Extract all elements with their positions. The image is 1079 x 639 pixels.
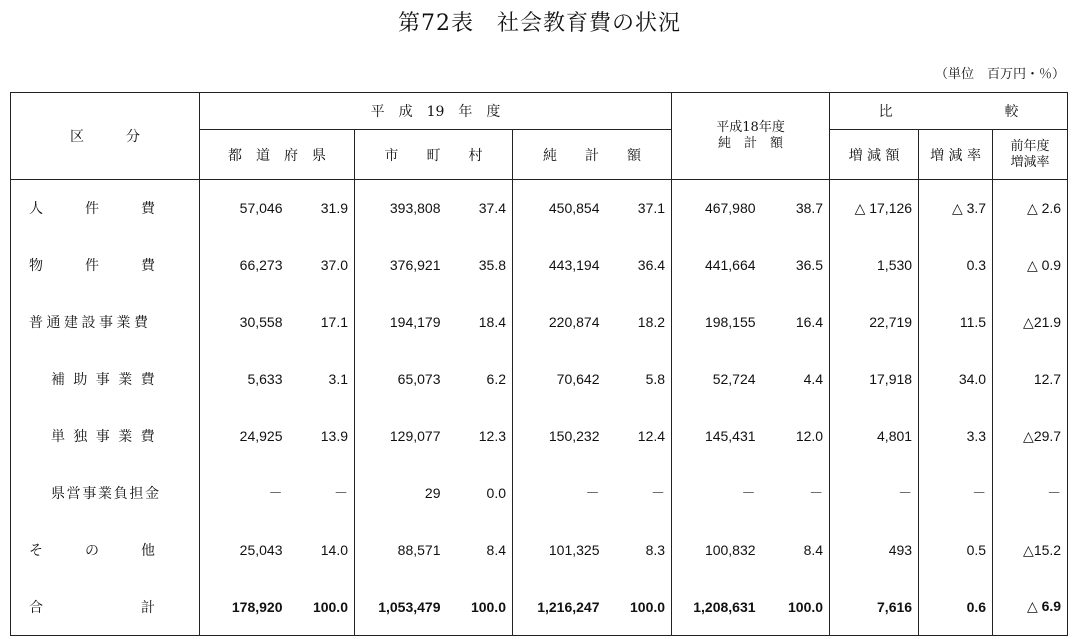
cell-todofuken-ratio: 17.1 — [320, 314, 348, 330]
cell-shichoson-ratio: 12.3 — [478, 428, 506, 444]
cell-zennendo-zougenritsu: △21.9 — [993, 294, 1068, 351]
cell-zougengaku: 17,918 — [830, 351, 919, 408]
cell-zennendo-zougenritsu: △15.2 — [993, 522, 1068, 579]
page-title: 第72表 社会教育費の状況 — [398, 11, 681, 36]
cell-zougengaku: 4,801 — [830, 408, 919, 465]
cell-zennendo-zougenritsu: △ 6.9 — [993, 579, 1068, 636]
cell-todofuken-amount: 178,920 — [200, 579, 289, 636]
header-zougenritsu: 増 減 率 — [919, 130, 993, 180]
header-h18-line1: 平成18年度 — [716, 120, 785, 135]
cell-h18-amount: 52,724 — [672, 351, 762, 408]
table-row — [11, 294, 1068, 351]
row-label: 補助事業費 — [51, 372, 163, 388]
cell-zougengaku: 7,616 — [830, 579, 919, 636]
cell-junkei-amount: － — [513, 465, 606, 522]
header-zougengaku: 増 減 額 — [830, 130, 919, 180]
table-row — [11, 408, 1068, 465]
cell-junkei-amount: 101,325 — [513, 522, 606, 579]
cell-todofuken-amount: 30,558 — [200, 294, 289, 351]
header-hikaku: 比 較 — [830, 93, 1068, 130]
cell-zougenritsu: 0.3 — [919, 237, 993, 294]
cell-junkei-amount: 70,642 — [513, 351, 606, 408]
cell-shichoson-amount: 88,571 — [355, 522, 447, 579]
cell-todofuken-amount: 66,273 — [200, 237, 289, 294]
cell-todofuken-amount: － — [200, 465, 289, 522]
cell-shichoson-amount: 194,179 — [355, 294, 447, 351]
table-row — [11, 180, 1068, 237]
cell-h18-amount: 441,664 — [672, 237, 762, 294]
cell-todofuken-ratio: 100.0 — [312, 598, 348, 615]
cell-shichoson-ratio: 18.4 — [478, 314, 506, 330]
cell-junkei-ratio: 37.1 — [637, 200, 666, 217]
cell-h18-amount: 100,832 — [672, 522, 762, 579]
header-todofuken: 都 道 府 県 — [200, 130, 355, 180]
cell-shichoson-ratio: 0.0 — [486, 485, 506, 501]
header-h18 — [672, 93, 830, 180]
cell-shichoson-amount: 1,053,479 — [355, 579, 447, 636]
row-label: 単独事業費 — [51, 429, 163, 445]
cell-junkei-ratio: 100.0 — [630, 598, 666, 615]
row-label: 合 計 — [29, 599, 155, 616]
cell-shichoson-amount: 129,077 — [355, 408, 447, 465]
cell-junkei-ratio: 18.2 — [637, 314, 666, 330]
cell-zougenritsu: 3.3 — [919, 408, 993, 465]
cell-h18-amount: 145,431 — [672, 408, 762, 465]
cell-h18-amount: 467,980 — [672, 180, 762, 237]
cell-h18-amount: － — [672, 465, 762, 522]
table-row — [11, 351, 1068, 408]
cell-junkei-amount: 1,216,247 — [513, 579, 606, 636]
cell-junkei-amount: 443,194 — [513, 237, 606, 294]
cell-todofuken-amount: 57,046 — [200, 180, 289, 237]
cell-zennendo-zougenritsu: △ 0.9 — [993, 237, 1068, 294]
cell-zougenritsu: 0.5 — [919, 522, 993, 579]
cell-junkei-ratio: － — [651, 485, 666, 501]
cell-junkei-amount: 450,854 — [513, 180, 606, 237]
header-h19: 平 成 19 年 度 — [200, 93, 672, 130]
cell-zennendo-zougenritsu: － — [993, 465, 1068, 522]
table-row — [11, 522, 1068, 579]
table-row — [11, 579, 1068, 636]
header-kubun: 区 分 — [11, 93, 200, 180]
cell-zougenritsu: 34.0 — [919, 351, 993, 408]
cell-todofuken-ratio: － — [334, 485, 348, 501]
cell-shichoson-ratio: 8.4 — [486, 542, 506, 558]
unit-note: （単位 百万円・％） — [934, 67, 1065, 82]
table-header — [11, 93, 1068, 180]
cell-shichoson-ratio: 37.4 — [478, 200, 506, 217]
header-zennendo-line1: 前年度 — [1010, 138, 1050, 154]
cell-junkei-ratio: 36.4 — [637, 257, 666, 273]
cell-junkei-ratio: 12.4 — [637, 428, 666, 444]
cell-zougengaku: 22,719 — [830, 294, 919, 351]
cell-shichoson-amount: 376,921 — [355, 237, 447, 294]
cell-zougengaku: － — [830, 465, 919, 522]
cell-zennendo-zougenritsu: △29.7 — [993, 408, 1068, 465]
cell-shichoson-ratio: 6.2 — [486, 371, 506, 387]
cell-h18-amount: 198,155 — [672, 294, 762, 351]
header-shichoson: 市 町 村 — [355, 130, 513, 180]
cell-junkei-amount: 220,874 — [513, 294, 606, 351]
expense-table — [10, 92, 1068, 636]
cell-todofuken-ratio: 31.9 — [320, 200, 348, 217]
cell-zennendo-zougenritsu: 12.7 — [993, 351, 1068, 408]
cell-shichoson-ratio: 100.0 — [470, 598, 506, 615]
cell-zougenritsu: △ 3.7 — [919, 180, 993, 237]
header-junkei: 純 計 額 — [513, 130, 672, 180]
cell-h18-ratio: 100.0 — [788, 598, 824, 615]
row-label: 県営事業負担金 — [51, 486, 161, 502]
table-row — [11, 237, 1068, 294]
cell-todofuken-ratio: 3.1 — [328, 371, 348, 387]
cell-todofuken-amount: 5,633 — [200, 351, 289, 408]
cell-zougengaku: 493 — [830, 522, 919, 579]
cell-shichoson-amount: 29 — [355, 465, 447, 522]
cell-zennendo-zougenritsu: △ 2.6 — [993, 180, 1068, 237]
header-zennendo-line2: 増減率 — [1010, 154, 1050, 170]
table-body — [11, 180, 1068, 636]
cell-h18-ratio: 12.0 — [795, 428, 824, 444]
cell-junkei-amount: 150,232 — [513, 408, 606, 465]
cell-zougenritsu: 0.6 — [919, 579, 993, 636]
cell-h18-ratio: 36.5 — [795, 257, 824, 273]
cell-zougengaku: 1,530 — [830, 237, 919, 294]
cell-shichoson-amount: 65,073 — [355, 351, 447, 408]
cell-shichoson-ratio: 35.8 — [478, 257, 506, 273]
cell-shichoson-amount: 393,808 — [355, 180, 447, 237]
cell-h18-ratio: 8.4 — [803, 542, 824, 558]
table-row — [11, 465, 1068, 522]
cell-junkei-ratio: 5.8 — [645, 371, 666, 387]
cell-h18-ratio: 16.4 — [795, 314, 824, 330]
cell-h18-ratio: 4.4 — [803, 371, 824, 387]
cell-h18-ratio: － — [809, 485, 824, 501]
cell-junkei-ratio: 8.3 — [645, 542, 666, 558]
row-label: 物 件 費 — [29, 258, 155, 274]
header-h18-line2: 純 計 額 — [718, 136, 784, 151]
cell-h18-ratio: 38.7 — [795, 200, 824, 217]
cell-todofuken-ratio: 13.9 — [320, 428, 348, 444]
cell-todofuken-ratio: 37.0 — [320, 257, 348, 273]
row-label: 普通建設事業費 — [29, 315, 152, 331]
cell-todofuken-ratio: 14.0 — [320, 542, 348, 558]
cell-zougenritsu: 11.5 — [919, 294, 993, 351]
cell-todofuken-amount: 24,925 — [200, 408, 289, 465]
cell-todofuken-amount: 25,043 — [200, 522, 289, 579]
row-label: 人 件 費 — [29, 201, 155, 218]
header-zennendo — [993, 130, 1068, 180]
row-label: そ の 他 — [29, 543, 155, 559]
cell-h18-amount: 1,208,631 — [672, 579, 762, 636]
cell-zougengaku: △ 17,126 — [830, 180, 919, 237]
cell-zougenritsu: － — [919, 465, 993, 522]
